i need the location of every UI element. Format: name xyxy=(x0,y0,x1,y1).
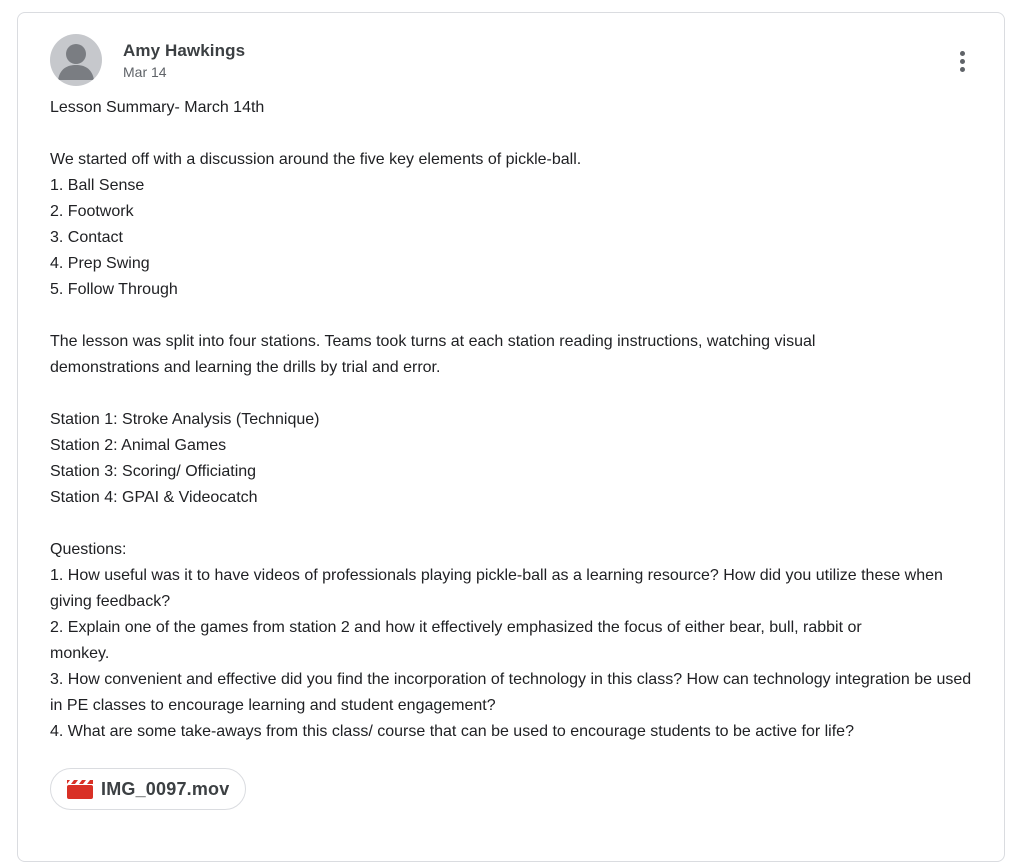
post-title: Lesson Summary- March 14th xyxy=(50,99,265,116)
default-avatar-icon[interactable] xyxy=(50,34,102,86)
station-item: Station 2: Animal Games xyxy=(50,437,227,454)
element-item: 3. Contact xyxy=(50,229,123,246)
attachment-filename: IMG_0097.mov xyxy=(101,778,230,799)
question-item: 2. Explain one of the games from station 2 and how it effectively emphasized the focus of either bear, bull, rabbit or monkey. xyxy=(50,619,862,662)
attachment-chip[interactable] xyxy=(50,768,246,810)
questions-heading: Questions: xyxy=(50,541,127,558)
question-item: 3. How convenient and effective did you find the incorporation of technology in this class? How can technology integration be used in PE classes to encourage learning and student engagement? xyxy=(50,671,972,714)
post-header xyxy=(50,34,245,88)
post-card xyxy=(17,12,1005,862)
author-name[interactable]: Amy Hawkings xyxy=(123,41,246,60)
station-item: Station 4: GPAI & Videocatch xyxy=(50,489,258,506)
stations-intro-text: The lesson was split into four stations. Teams took turns at each station reading instructions, watching visual demonstrations and learning the drills by trial and error. xyxy=(50,333,816,376)
post-date[interactable]: Mar 14 xyxy=(123,64,167,80)
more-vert-icon[interactable] xyxy=(952,46,972,76)
post-meta xyxy=(123,40,245,81)
intro-text: We started off with a discussion around the five key elements of pickle-ball. xyxy=(50,151,582,168)
element-item: 1. Ball Sense xyxy=(50,177,145,194)
station-item: Station 1: Stroke Analysis (Technique) xyxy=(50,411,320,428)
video-file-icon xyxy=(67,779,93,799)
station-item: Station 3: Scoring/ Officiating xyxy=(50,463,257,480)
question-item: 1. How useful was it to have videos of professionals playing pickle-ball as a learning resource? How did you utilize these when giving feedback? xyxy=(50,567,943,610)
question-item: 4. What are some take-aways from this class/ course that can be used to encourage students to be active for life? xyxy=(50,723,854,740)
element-item: 5. Follow Through xyxy=(50,281,178,298)
element-item: 4. Prep Swing xyxy=(50,255,150,272)
post-body xyxy=(50,95,980,745)
element-item: 2. Footwork xyxy=(50,203,134,220)
